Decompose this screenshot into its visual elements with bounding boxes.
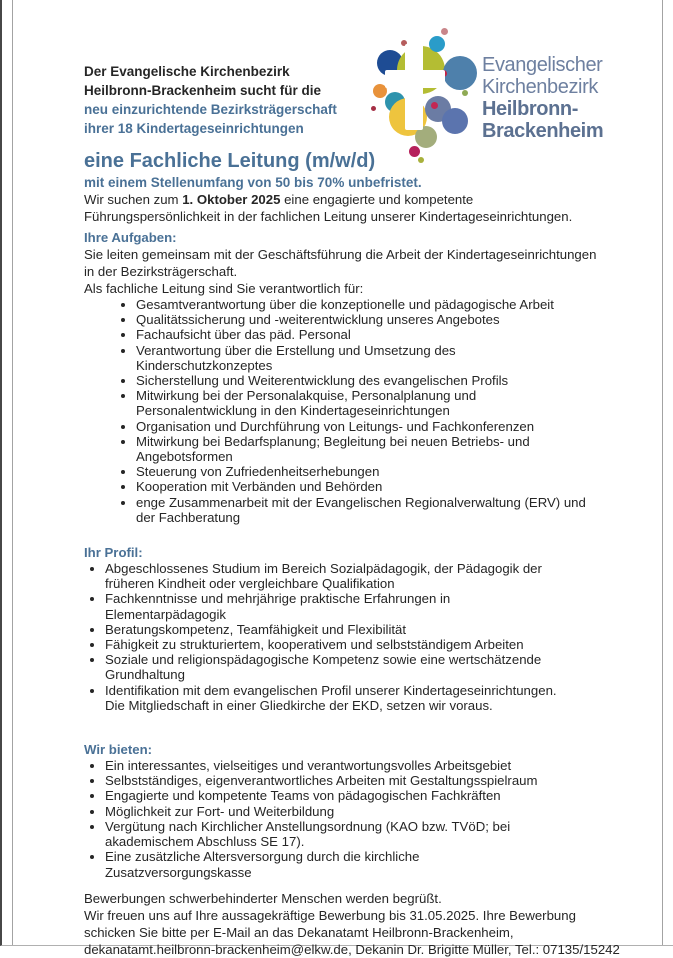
contact-line: dekanatamt.heilbronn-brackenheim@elkw.de, Dekanin Dr. Brigitte Müller, Tel.: 07135/15242 <box>84 941 620 957</box>
start-date: 1. Oktober 2025 <box>182 192 281 207</box>
offer-item: • Möglichkeit zur Fort- und Weiterbildung <box>105 804 560 819</box>
section-heading-offer: Wir bieten: <box>84 742 153 758</box>
intro-text-after: eine engagierte und kompetente Führungspersönlichkeit in der fachlichen Leitung unserer Kindertageseinrichtungen. <box>84 192 573 224</box>
profile-item: • Abgeschlossenes Studium im Bereich Sozialpädagogik, der Pädagogik der früheren Kindheit oder vergleichbare Qualifikation <box>105 561 560 591</box>
task-item: • Organisation und Durchführung von Leitungs- und Fachkonferenzen <box>136 419 589 434</box>
task-item: • Verantwortung über die Erstellung und Umsetzung des Kinderschutzkonzeptes <box>136 343 589 373</box>
tasks-lead: Als fachliche Leitung sind Sie verantwortlich für: <box>84 281 364 296</box>
profile-item: • Fähigkeit zu strukturiertem, kooperativem und selbstständigem Arbeiten <box>105 637 560 652</box>
header-line: ihrer 18 Kindertageseinrichtungen <box>84 121 304 136</box>
offer-item: • Vergütung nach Kirchlicher Anstellungsordnung (KAO bzw. TVöD; bei akademischem Abschluss SE 17). <box>105 819 560 849</box>
profile-item: • Beratungskompetenz, Teamfähigkeit und Flexibilität <box>105 622 560 637</box>
section-heading-profile: Ihr Profil: <box>84 545 143 561</box>
profile-item: • Soziale und religionspädagogische Kompetenz sowie eine wertschätzende Grundhaltung <box>105 652 560 682</box>
job-subtitle: mit einem Stellenumfang von 50 bis 70% unbefristet. <box>84 175 422 190</box>
job-title: eine Fachliche Leitung (m/w/d) <box>84 150 376 172</box>
intro-text-before: Wir suchen zum <box>84 192 183 207</box>
header-line: Heilbronn-Brackenheim sucht für die <box>84 83 322 98</box>
header-line: neu einzurichtende Bezirksträgerschaft <box>84 102 337 117</box>
task-item: • Kooperation mit Verbänden und Behörden <box>136 479 589 494</box>
task-item: • Qualitätssicherung und -weiterentwicklung unseres Angebotes <box>136 312 589 327</box>
task-item: • Sicherstellung und Weiterentwicklung des evangelischen Profils <box>136 373 589 388</box>
task-item: • enge Zusammenarbeit mit der Evangelischen Regionalverwaltung (ERV) und der Fachberatung <box>136 495 589 525</box>
closing-line: Wir freuen uns auf Ihre aussagekräftige Bewerbung bis 31.05.2025. Ihre Bewerbung <box>84 907 576 923</box>
closing-line: schicken Sie bitte per E-Mail an das Dekanatamt Heilbronn-Brackenheim, <box>84 924 514 940</box>
task-item: • Steuerung von Zufriedenheitserhebungen <box>136 464 589 479</box>
profile-item: • Identifikation mit dem evangelischen Profil unserer Kindertageseinrichtungen. Die Mitgliedschaft in einer Gliedkirche der EKD, setzen wir voraus. <box>105 683 560 713</box>
profile-item: • Fachkenntnisse und mehrjährige praktische Erfahrungen in Elementarpädagogik <box>105 591 560 621</box>
header-intro <box>84 62 600 138</box>
offer-item: • Selbstständiges, eigenverantwortliches Arbeiten mit Gestaltungsspielraum <box>105 773 560 788</box>
logo-wordmark-line: Heilbronn- <box>482 98 578 120</box>
task-item: • Mitwirkung bei der Personalakquise, Personalplanung und Personalentwicklung in den Kindertageseinrichtungen <box>136 388 589 418</box>
offer-list <box>84 758 560 880</box>
logo-wordmark-line: Brackenheim <box>482 120 604 142</box>
task-item: • Fachaufsicht über das päd. Personal <box>136 327 589 342</box>
tasks-paragraph: Sie leiten gemeinsam mit der Geschäftsführung die Arbeit der Kindertageseinrichtungen in der Bezirksträgerschaft. <box>84 247 597 279</box>
offer-item: • Engagierte und kompetente Teams von pädagogischen Fachkräften <box>105 788 560 803</box>
task-item: • Gesamtverantwortung über die konzeptionelle und pädagogische Arbeit <box>136 297 589 312</box>
profile-list <box>84 561 560 713</box>
logo-wordmark-line: Evangelischer <box>482 54 603 76</box>
section-heading-tasks: Ihre Aufgaben: <box>84 230 177 245</box>
logo-wordmark-line: Kirchenbezirk <box>482 76 598 98</box>
closing-line: Bewerbungen schwerbehinderter Menschen werden begrüßt. <box>84 890 442 906</box>
offer-item: • Eine zusätzliche Altersversorgung durch die kirchliche Zusatzversorgungskasse <box>105 849 560 879</box>
job-posting-content <box>84 62 620 958</box>
tasks-list <box>84 297 589 525</box>
intro-paragraph <box>84 191 600 225</box>
task-item: • Mitwirkung bei Bedarfsplanung; Begleitung bei neuen Betriebs- und Angebotsformen <box>136 434 589 464</box>
header-line: Der Evangelische Kirchenbezirk <box>84 64 290 79</box>
offer-item: • Ein interessantes, vielseitiges und verantwortungsvolles Arbeitsgebiet <box>105 758 560 773</box>
closing-block <box>84 890 620 958</box>
page-border-left <box>12 0 13 945</box>
